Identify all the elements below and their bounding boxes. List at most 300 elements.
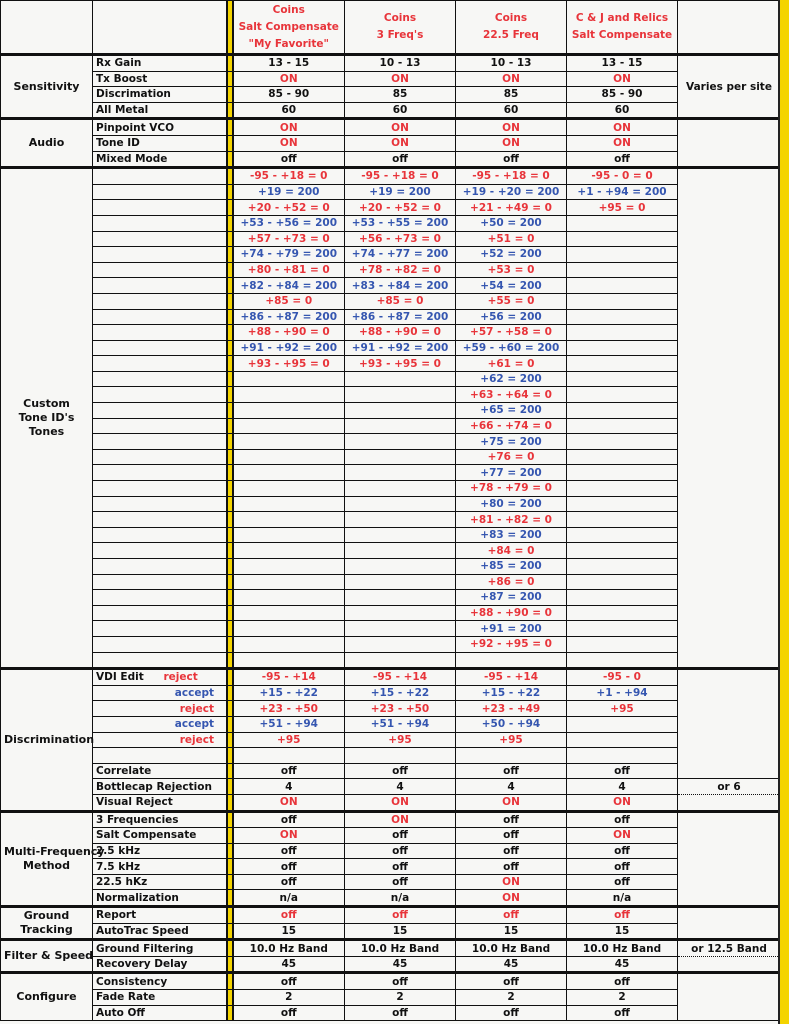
tone-row [1, 605, 781, 621]
value-cell-col2: ON [345, 135, 456, 151]
value-cell-col1: ON [233, 794, 345, 811]
vdi-row [1, 732, 781, 748]
value-cell-col4 [567, 636, 678, 652]
value-cell-col4: 45 [567, 956, 678, 973]
setting-name: 3 Frequencies [93, 811, 227, 828]
value-cell-col3: +59 - +60 = 200 [456, 340, 567, 356]
tone-row [1, 590, 781, 606]
value-cell [567, 748, 678, 764]
value-cell-col3: +61 = 0 [456, 356, 567, 372]
setting-row [1, 828, 781, 844]
setting-name [93, 559, 227, 575]
value-cell-col1: n/a [233, 890, 345, 907]
value-cell-col2: +78 - +82 = 0 [345, 262, 456, 278]
setting-name: Report [93, 907, 227, 924]
setting-name [93, 371, 227, 387]
value-cell-col3: +95 [456, 732, 567, 748]
value-cell-col3: +62 = 200 [456, 371, 567, 387]
value-cell-col2 [345, 621, 456, 637]
value-cell-col3: ON [456, 135, 567, 151]
value-cell-col3: 4 [456, 779, 567, 795]
value-cell-col2: 10.0 Hz Band [345, 940, 456, 957]
value-cell-col2: off [345, 907, 456, 924]
value-cell-col4: ON [567, 135, 678, 151]
value-cell-col3: +51 = 0 [456, 231, 567, 247]
value-cell-col1: +80 - +81 = 0 [233, 262, 345, 278]
value-cell-col2 [345, 496, 456, 512]
tone-row [1, 387, 781, 403]
value-cell-col1 [233, 621, 345, 637]
value-cell-col3: +52 = 200 [456, 247, 567, 263]
value-cell-col3: +66 - +74 = 0 [456, 418, 567, 434]
setting-name [93, 403, 227, 419]
value-cell-col3: +77 = 200 [456, 465, 567, 481]
setting-name: 2.5 kHz [93, 843, 227, 859]
row-note [678, 956, 781, 973]
setting-row [1, 843, 781, 859]
setting-row [1, 890, 781, 907]
setting-name [93, 168, 227, 185]
setting-name [93, 636, 227, 652]
tone-row [1, 465, 781, 481]
value-cell-col1: +15 - +22 [233, 685, 345, 701]
value-cell-col3 [456, 652, 567, 669]
value-cell-col1: off [233, 859, 345, 875]
label-line: Configure [16, 990, 77, 1004]
setting-name: Visual Reject [93, 794, 227, 811]
header-blank-notes [678, 1, 781, 55]
value-cell-col3: +80 = 200 [456, 496, 567, 512]
setting-row [1, 874, 781, 890]
section-note [678, 973, 781, 1021]
section-label-filter [1, 940, 93, 973]
tone-row [1, 652, 781, 669]
setting-name [93, 685, 227, 701]
setting-name: AutoTrac Speed [93, 923, 227, 940]
setting-name [93, 340, 227, 356]
setting-name: Fade Rate [93, 990, 227, 1006]
tone-row [1, 403, 781, 419]
value-cell-col1: ON [233, 135, 345, 151]
value-cell-col4: +95 [567, 701, 678, 717]
value-cell-col3: 60 [456, 102, 567, 119]
section-label-multifreq [1, 811, 105, 907]
tone-row [1, 621, 781, 637]
value-cell-col4: +1 - +94 = 200 [567, 184, 678, 200]
setting-name [93, 621, 227, 637]
value-cell-col1 [233, 434, 345, 450]
column-header-col2 [345, 1, 456, 55]
value-cell [345, 748, 456, 764]
setting-name [93, 215, 227, 231]
setting-row [1, 119, 781, 136]
value-cell-col2: +91 - +92 = 200 [345, 340, 456, 356]
value-cell-col4 [567, 309, 678, 325]
value-cell-col4 [567, 247, 678, 263]
value-cell-col4 [567, 356, 678, 372]
value-cell-col3: 85 [456, 87, 567, 103]
value-cell-col2: -95 - +14 [345, 669, 456, 686]
value-cell-col1 [233, 636, 345, 652]
setting-name [93, 262, 227, 278]
label-line: Coins [272, 3, 305, 16]
setting-name [93, 465, 227, 481]
value-cell-col4: off [567, 859, 678, 875]
label-line: Salt Compensate [571, 29, 673, 41]
value-cell-col1 [233, 403, 345, 419]
value-cell-col3: +21 - +49 = 0 [456, 200, 567, 216]
tone-row [1, 496, 781, 512]
value-cell-col4 [567, 371, 678, 387]
value-cell-col3: +65 = 200 [456, 403, 567, 419]
value-cell-col2: 60 [345, 102, 456, 119]
value-cell-col1: +51 - +94 [233, 716, 345, 732]
setting-name [93, 247, 227, 263]
value-cell-col2 [345, 371, 456, 387]
value-cell-col4: off [567, 843, 678, 859]
value-cell-col3: +50 = 200 [456, 215, 567, 231]
value-cell-col4 [567, 496, 678, 512]
value-cell-col2 [345, 512, 456, 528]
setting-name [93, 574, 227, 590]
setting-name [93, 293, 227, 309]
setting-name [93, 387, 227, 403]
value-cell-col1: ON [233, 828, 345, 844]
setting-row [1, 102, 781, 119]
value-cell-col2: n/a [345, 890, 456, 907]
value-cell-col4: ON [567, 794, 678, 811]
tone-row [1, 527, 781, 543]
setting-name: 7.5 kHz [93, 859, 227, 875]
tone-row [1, 543, 781, 559]
setting-row [1, 55, 781, 72]
value-cell-col4: +1 - +94 [567, 685, 678, 701]
label-line: Tones [28, 425, 65, 439]
value-cell-col4 [567, 465, 678, 481]
vdi-tag: reject [179, 733, 214, 746]
setting-name [93, 527, 227, 543]
value-cell-col4: 85 - 90 [567, 87, 678, 103]
setting-name: Consistency [93, 973, 227, 990]
label-line: Ground [23, 909, 70, 923]
value-cell-col3: +56 = 200 [456, 309, 567, 325]
value-cell-col1 [233, 481, 345, 497]
value-cell-col4: ON [567, 828, 678, 844]
value-cell-col2 [345, 481, 456, 497]
setting-name [93, 356, 227, 372]
value-cell-col2: +19 = 200 [345, 184, 456, 200]
tone-row [1, 574, 781, 590]
setting-name [93, 278, 227, 294]
value-cell-col2: ON [345, 811, 456, 828]
label-line: Tracking [20, 923, 73, 937]
value-cell-col4 [567, 559, 678, 575]
value-cell-col2: +93 - +95 = 0 [345, 356, 456, 372]
value-cell-col3: +53 = 0 [456, 262, 567, 278]
value-cell-col2: +88 - +90 = 0 [345, 325, 456, 341]
value-cell-col1: ON [233, 119, 345, 136]
value-cell-col4: off [567, 763, 678, 779]
value-cell-col1: +20 - +52 = 0 [233, 200, 345, 216]
setting-name: Tone ID [93, 135, 227, 151]
value-cell-col3: ON [456, 794, 567, 811]
value-cell-col2: off [345, 828, 456, 844]
blank-row [1, 748, 781, 764]
value-cell-col3: +87 = 200 [456, 590, 567, 606]
vdi-tag: reject [163, 671, 198, 684]
value-cell-col1 [233, 652, 345, 669]
value-cell-col3: +84 = 0 [456, 543, 567, 559]
value-cell-col4 [567, 387, 678, 403]
value-cell-col2: ON [345, 71, 456, 87]
setting-name: Bottlecap Rejection [93, 779, 227, 795]
value-cell [233, 748, 345, 764]
setting-name: Salt Compensate [93, 828, 227, 844]
value-cell-col2: off [345, 973, 456, 990]
value-cell-col2: 2 [345, 990, 456, 1006]
label-line: "My Favorite" [248, 37, 329, 50]
tone-row [1, 278, 781, 294]
setting-name: Pinpoint VCO [93, 119, 227, 136]
setting-row [1, 763, 781, 779]
setting-name [93, 200, 227, 216]
value-cell-col3: +57 - +58 = 0 [456, 325, 567, 341]
value-cell-col1: ON [233, 71, 345, 87]
value-cell-col1: off [233, 843, 345, 859]
label-line: Coins [494, 12, 528, 24]
value-cell-col4 [567, 231, 678, 247]
value-cell-col1: +91 - +92 = 200 [233, 340, 345, 356]
header-blank-category [1, 1, 93, 55]
value-cell-col4 [567, 621, 678, 637]
setting-name [93, 231, 227, 247]
tone-row [1, 200, 781, 216]
section-note [678, 119, 781, 168]
value-cell-col2 [345, 465, 456, 481]
setting-name [93, 701, 227, 717]
setting-name: All Metal [93, 102, 227, 119]
value-cell-col4 [567, 449, 678, 465]
setting-name: Normalization [93, 890, 227, 907]
label-line: Method [23, 858, 70, 872]
value-cell-col3: -95 - +18 = 0 [456, 168, 567, 185]
value-cell-col4 [567, 215, 678, 231]
label-line: 22.5 Freq [483, 29, 539, 41]
value-cell-col2: +53 - +55 = 200 [345, 215, 456, 231]
value-cell-col1 [233, 543, 345, 559]
tone-row [1, 418, 781, 434]
section-label-ground [1, 907, 93, 940]
vdi-row [1, 701, 781, 717]
setting-row [1, 940, 781, 957]
value-cell-col4 [567, 732, 678, 748]
value-cell-col4 [567, 325, 678, 341]
vdi-edit-label: VDI Edit [96, 671, 144, 684]
value-cell-col4 [567, 340, 678, 356]
column-header-col4 [567, 1, 678, 55]
column-header-col1 [233, 1, 345, 55]
label-line: Coins [383, 12, 417, 24]
setting-name [93, 496, 227, 512]
value-cell-col3: +54 = 200 [456, 278, 567, 294]
value-cell-col1: off [233, 763, 345, 779]
value-cell-col2: +51 - +94 [345, 716, 456, 732]
value-cell-col2: +95 [345, 732, 456, 748]
value-cell-col3: off [456, 843, 567, 859]
value-cell-col2: +15 - +22 [345, 685, 456, 701]
value-cell-col2: +86 - +87 = 200 [345, 309, 456, 325]
value-cell-col1: 10.0 Hz Band [233, 940, 345, 957]
value-cell-col3: 10.0 Hz Band [456, 940, 567, 957]
section-note [678, 907, 781, 940]
setting-name: Rx Gain [93, 55, 227, 72]
value-cell-col1: +19 = 200 [233, 184, 345, 200]
setting-row [1, 990, 781, 1006]
value-cell-col1 [233, 590, 345, 606]
value-cell-col3: ON [456, 71, 567, 87]
value-cell-col3: +76 = 0 [456, 449, 567, 465]
value-cell-col2: +23 - +50 [345, 701, 456, 717]
value-cell-col1: -95 - +14 [233, 669, 345, 686]
tone-row [1, 636, 781, 652]
setting-row [1, 859, 781, 875]
value-cell-col3: off [456, 1005, 567, 1021]
value-cell-col1: 45 [233, 956, 345, 973]
setting-name: Discrimation [93, 87, 227, 103]
label-line: Custom [23, 397, 70, 411]
value-cell-col4 [567, 293, 678, 309]
label-line: Discrimination [4, 732, 95, 746]
label-line: Filter & Speed [4, 949, 94, 963]
value-cell-col1 [233, 605, 345, 621]
value-cell-col2 [345, 636, 456, 652]
value-cell-col2: ON [345, 119, 456, 136]
column-header-col3 [456, 1, 567, 55]
value-cell-col2 [345, 527, 456, 543]
value-cell-col4: 15 [567, 923, 678, 940]
tone-row [1, 262, 781, 278]
value-cell-col2: 10 - 13 [345, 55, 456, 72]
setting-row [1, 151, 781, 168]
setting-name [93, 325, 227, 341]
value-cell-col1 [233, 574, 345, 590]
vdi-row [1, 716, 781, 732]
setting-name [93, 716, 227, 732]
value-cell-col3: 2 [456, 990, 567, 1006]
tone-row [1, 340, 781, 356]
value-cell-col4: 2 [567, 990, 678, 1006]
value-cell-col1 [233, 465, 345, 481]
tone-row [1, 309, 781, 325]
value-cell-col3: +78 - +79 = 0 [456, 481, 567, 497]
value-cell-col4 [567, 605, 678, 621]
tone-row [1, 325, 781, 341]
value-cell-col3: +86 = 0 [456, 574, 567, 590]
setting-name: Mixed Mode [93, 151, 227, 168]
value-cell-col3: +91 = 200 [456, 621, 567, 637]
section-note [678, 669, 781, 779]
setting-name [93, 184, 227, 200]
value-cell-col1: +95 [233, 732, 345, 748]
value-cell-col2 [345, 559, 456, 575]
value-cell-col4 [567, 574, 678, 590]
value-cell-col2: ON [345, 794, 456, 811]
setting-name: Recovery Delay [93, 956, 227, 973]
value-cell-col4 [567, 716, 678, 732]
value-cell-col1 [233, 512, 345, 528]
section-note: Varies per site [678, 55, 781, 119]
value-cell-col1: 4 [233, 779, 345, 795]
value-cell-col2: off [345, 874, 456, 890]
value-cell-col1: -95 - +18 = 0 [233, 168, 345, 185]
value-cell-col1: off [233, 811, 345, 828]
value-cell-col1: +86 - +87 = 200 [233, 309, 345, 325]
value-cell-col2: off [345, 763, 456, 779]
value-cell-col3: off [456, 907, 567, 924]
value-cell [456, 748, 567, 764]
section-label-discrimination [1, 669, 93, 811]
setting-name [93, 605, 227, 621]
setting-name [93, 449, 227, 465]
value-cell-col3: off [456, 828, 567, 844]
label-line: Tone ID's [18, 411, 75, 425]
setting-row [1, 811, 781, 828]
value-cell-col2: +20 - +52 = 0 [345, 200, 456, 216]
value-cell-col2 [345, 605, 456, 621]
value-cell-col1: off [233, 874, 345, 890]
value-cell-col3: +81 - +82 = 0 [456, 512, 567, 528]
value-cell-col4: -95 - 0 [567, 669, 678, 686]
value-cell-col1: +82 - +84 = 200 [233, 278, 345, 294]
value-cell-col2 [345, 449, 456, 465]
value-cell-col4: off [567, 907, 678, 924]
tone-row [1, 559, 781, 575]
value-cell-col3: -95 - +14 [456, 669, 567, 686]
value-cell-col4: n/a [567, 890, 678, 907]
section-label-tones [1, 168, 93, 669]
value-cell-col2: 15 [345, 923, 456, 940]
value-cell-col1: +88 - +90 = 0 [233, 325, 345, 341]
setting-row [1, 923, 781, 940]
value-cell-col3: +85 = 200 [456, 559, 567, 575]
value-cell-col3: 15 [456, 923, 567, 940]
value-cell-col3: +88 - +90 = 0 [456, 605, 567, 621]
value-cell-col2: +74 - +77 = 200 [345, 247, 456, 263]
value-cell-col2: off [345, 151, 456, 168]
value-cell-col2: off [345, 1005, 456, 1021]
value-cell-col4 [567, 403, 678, 419]
value-cell-col2: 45 [345, 956, 456, 973]
value-cell-col2: +85 = 0 [345, 293, 456, 309]
value-cell-col2: 4 [345, 779, 456, 795]
vdi-row [1, 685, 781, 701]
setting-name [93, 669, 227, 686]
tone-row [1, 231, 781, 247]
value-cell-col2 [345, 652, 456, 669]
value-cell-col4 [567, 418, 678, 434]
value-cell-col4 [567, 512, 678, 528]
section-label-audio [1, 119, 93, 168]
value-cell-col3: +15 - +22 [456, 685, 567, 701]
value-cell-col2: off [345, 843, 456, 859]
tone-row [1, 215, 781, 231]
value-cell-col3: off [456, 859, 567, 875]
value-cell-col1: +57 - +73 = 0 [233, 231, 345, 247]
value-cell-col1: +93 - +95 = 0 [233, 356, 345, 372]
value-cell-col1: +23 - +50 [233, 701, 345, 717]
label-line: Salt Compensate [238, 20, 339, 33]
value-cell-col1: off [233, 151, 345, 168]
